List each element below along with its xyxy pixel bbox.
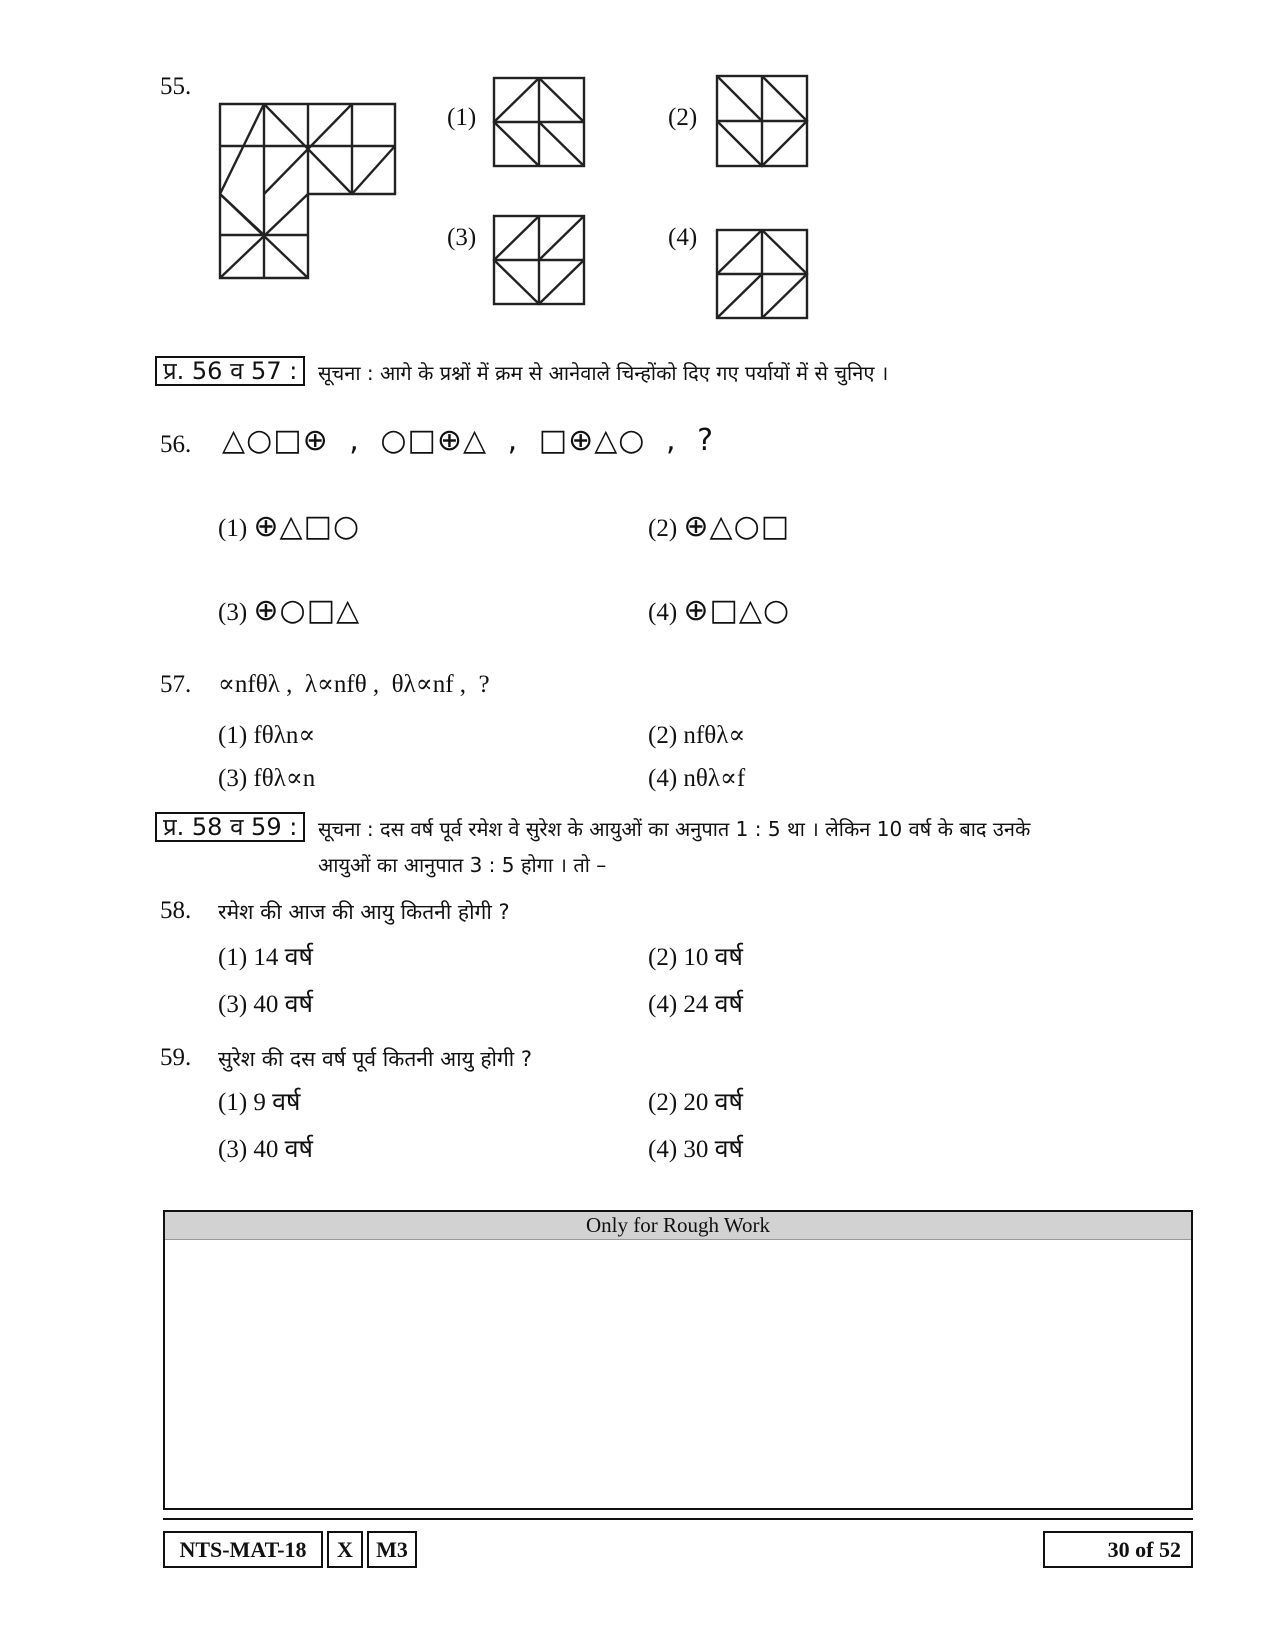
q59-option-1[interactable]: (1) 9 वर्ष [218, 1089, 301, 1116]
q55-number: 55. [160, 73, 192, 100]
note-58-59-line2: आयुओं का आनुपात 3 : 5 होगा । तो – [318, 853, 607, 877]
rough-work-title: Only for Rough Work [165, 1212, 1191, 1240]
q55-option-1-label: (1) [447, 104, 477, 131]
note-56-57-label: प्र. 56 व 57 : [155, 356, 305, 386]
q55-option-2-figure[interactable] [713, 72, 813, 170]
footer-page-number: 30 of 52 [1043, 1531, 1193, 1568]
note-58-59-line1: सूचना : दस वर्ष पूर्व रमेश वे सुरेश के आयुओं का अनुपात 1 : 5 था । लेकिन 10 वर्ष के बाद उनके [318, 817, 1031, 841]
q57-option-1[interactable]: (1) fθλn∝ [218, 722, 316, 749]
q56-sequence: △○□⊕ , ○□⊕△ , □⊕△○ , ? [222, 423, 715, 458]
footer-set: M3 [367, 1531, 417, 1568]
q55-option-2-label: (2) [668, 104, 698, 131]
q58-text: रमेश की आज की आयु कितनी होगी ? [218, 900, 510, 924]
q57-option-4[interactable]: (4) nθλ∝f [648, 765, 746, 792]
q55-option-4-figure[interactable] [713, 226, 813, 322]
q56-option-1[interactable]: (1) ⊕△□○ [218, 509, 361, 544]
rough-work-box[interactable] [163, 1210, 1193, 1510]
q56-option-2[interactable]: (2) ⊕△○□ [648, 509, 791, 544]
q55-question-figure [210, 98, 405, 308]
q55-option-3-figure[interactable] [490, 212, 590, 308]
note-58-59-label: प्र. 58 व 59 : [155, 812, 305, 842]
footer-divider [163, 1518, 1193, 1520]
q57-option-2[interactable]: (2) nfθλ∝ [648, 722, 746, 749]
q56-number: 56. [160, 431, 192, 458]
q55-option-4-label: (4) [668, 224, 698, 251]
q59-option-3[interactable]: (3) 40 वर्ष [218, 1136, 314, 1163]
q59-option-2[interactable]: (2) 20 वर्ष [648, 1089, 744, 1116]
q58-number: 58. [160, 897, 192, 924]
footer-code: NTS-MAT-18 [163, 1531, 323, 1568]
q55-option-3-label: (3) [447, 224, 477, 251]
q57-number: 57. [160, 671, 192, 698]
q56-option-4[interactable]: (4) ⊕□△○ [648, 593, 791, 628]
q59-option-4[interactable]: (4) 30 वर्ष [648, 1136, 744, 1163]
q59-number: 59. [160, 1044, 192, 1071]
footer-series: X [327, 1531, 363, 1568]
q58-option-3[interactable]: (3) 40 वर्ष [218, 991, 314, 1018]
q58-option-4[interactable]: (4) 24 वर्ष [648, 991, 744, 1018]
q59-text: सुरेश की दस वर्ष पूर्व कितनी आयु होगी ? [218, 1047, 533, 1071]
q56-option-3[interactable]: (3) ⊕○□△ [218, 593, 361, 628]
q58-option-1[interactable]: (1) 14 वर्ष [218, 944, 314, 971]
q55-option-1-figure[interactable] [490, 74, 590, 170]
q58-option-2[interactable]: (2) 10 वर्ष [648, 944, 744, 971]
note-56-57-text: सूचना : आगे के प्रश्नों में क्रम से आनेवाले चिन्होंको दिए गए पर्यायों में से चुनिए । [318, 361, 889, 385]
q57-option-3[interactable]: (3) fθλ∝n [218, 765, 316, 792]
q57-text: ∝nfθλ , λ∝nfθ , θλ∝nf , ? [218, 671, 490, 698]
